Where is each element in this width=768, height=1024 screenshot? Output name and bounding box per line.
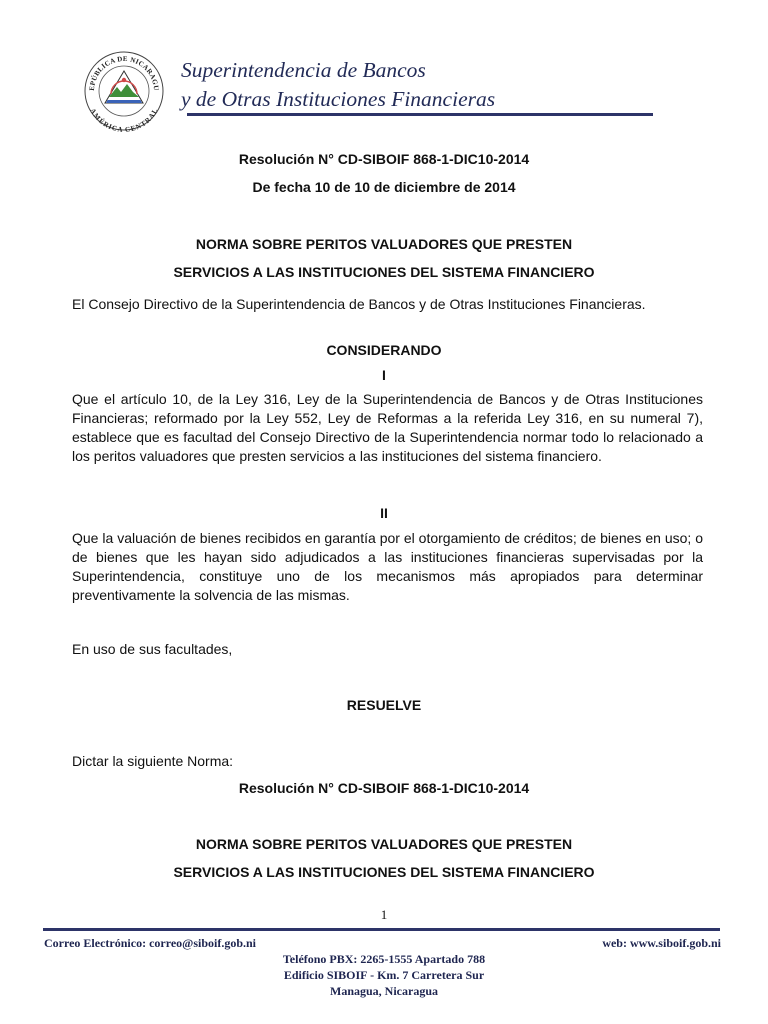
institution-name	[181, 56, 495, 114]
section-1-numeral: I	[382, 367, 386, 383]
footer-address-block	[0, 951, 768, 999]
seal-bottom-text: AMÉRICA CENTRAL	[88, 107, 160, 132]
footer-divider	[43, 928, 720, 931]
dictar-line: Dictar la siguiente Norma:	[72, 753, 234, 769]
coat-of-arms-seal	[83, 50, 165, 132]
council-line: El Consejo Directivo de la Superintendencia de Bancos y de Otras Instituciones Financieras.	[72, 296, 646, 312]
footer-phone: Teléfono PBX: 2265-1555 Apartado 788	[282, 952, 486, 966]
considerando-heading: CONSIDERANDO	[326, 342, 442, 358]
resolution-title-repeat: Resolución N° CD-SIBOIF 868-1-DIC10-2014	[238, 780, 530, 796]
norm-title-line1: NORMA SOBRE PERITOS VALUADORES QUE PRESTEN	[195, 236, 573, 252]
norm-title-line2: SERVICIOS A LAS INSTITUCIONES DEL SISTEMA FINANCIERO	[173, 264, 595, 280]
norm-title-repeat-line2: SERVICIOS A LAS INSTITUCIONES DEL SISTEMA FINANCIERO	[173, 864, 595, 880]
resuelve-heading: RESUELVE	[346, 697, 422, 713]
footer-email: Correo Electrónico: correo@siboif.gob.ni	[44, 936, 257, 950]
section-2-numeral: II	[380, 505, 388, 521]
seal-top-text: EPÚBLICA DE NICARAGU	[87, 54, 161, 92]
footer-address: Edificio SIBOIF - Km. 7 Carretera Sur	[283, 968, 485, 982]
norm-title-repeat-line1: NORMA SOBRE PERITOS VALUADORES QUE PRESTEN	[195, 836, 573, 852]
svg-text:AMÉRICA CENTRAL	[88, 107, 159, 132]
institution-name-line2: y de Otras Instituciones Financieras	[181, 87, 496, 111]
footer-web: web: www.siboif.gob.ni	[602, 936, 721, 950]
date-line: De fecha 10 de 10 de diciembre de 2014	[252, 179, 516, 195]
powers-line: En uso de sus facultades,	[72, 641, 233, 657]
footer-city: Managua, Nicaragua	[330, 984, 438, 998]
institution-name-line1: Superintendencia de Bancos	[181, 58, 426, 82]
resolution-title: Resolución N° CD-SIBOIF 868-1-DIC10-2014	[238, 151, 530, 167]
section-2-paragraph: Que la valuación de bienes recibidos en garantía por el otorgamiento de créditos; de bienes en uso; o de bienes que les hayan sido adjudicados a las instituciones financieras supervisadas por la Superintendencia, constituye uno de los mecanismos más apropiados para determinar preventivamente la solvencia de las mismas.	[72, 530, 703, 603]
section-1-paragraph: Que el artículo 10, de la Ley 316, Ley de la Superintendencia de Bancos y de Otras Instituciones Financieras; reformado por la Ley 552, Ley de Reformas a la referida Ley 316, en su numeral 7), establece que es facultad del Consejo Directivo de la Superintendencia normar todo lo relacionado a los peritos valuadores que presten servicios a las instituciones del sistema financiero.	[72, 391, 703, 464]
page-number: 1	[380, 907, 388, 922]
header-divider	[187, 113, 653, 116]
